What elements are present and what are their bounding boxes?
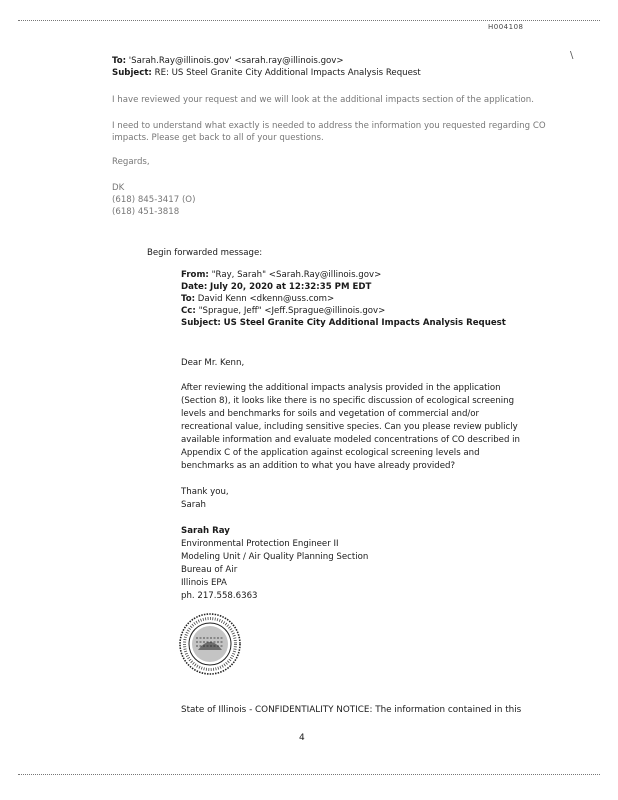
fwd-from-line <box>181 270 381 281</box>
letter-body-line: After reviewing the additional impacts analysis provided in the application <box>181 383 501 393</box>
fwd-subject-value: US Steel Granite City Additional Impacts Analysis Request <box>223 318 506 328</box>
page-number: 4 <box>299 733 305 743</box>
reply-body-line: I have reviewed your request and we will look at the additional impacts section of the application. <box>112 95 534 105</box>
fwd-cc-line <box>181 306 385 317</box>
reply-body-line: I need to understand what exactly is needed to address the information you requested regarding CO <box>112 121 546 131</box>
letter-body-line: levels and benchmarks for soils and vegetation of commercial and/or <box>181 409 480 419</box>
to-line <box>112 56 344 67</box>
fwd-subject-label: Subject: <box>181 318 221 328</box>
reply-body-line: impacts. Please get back to all of your questions. <box>112 133 324 143</box>
thanks: Thank you, <box>181 487 229 497</box>
salutation: Dear Mr. Kenn, <box>181 358 245 368</box>
top-dotted-rule <box>18 20 600 21</box>
fwd-from-value: "Ray, Sarah" <Sarah.Ray@illinois.gov> <box>211 270 382 280</box>
margin-mark: \ <box>570 50 574 61</box>
letter-body-line: recreational value, including sensitive species. Can you please review publicly <box>181 422 518 432</box>
signature-name: Sarah Ray <box>181 526 230 536</box>
illinois-epa-seal-logo <box>178 612 242 676</box>
letter-body-line: benchmarks as an addition to what you have already provided? <box>181 461 456 471</box>
bottom-dotted-rule <box>18 774 600 775</box>
subject-value: RE: US Steel Granite City Additional Impacts Analysis Request <box>154 68 421 78</box>
fwd-to-line <box>181 294 334 305</box>
subject-line <box>112 68 421 79</box>
reply-sig-line: DK <box>112 183 125 193</box>
signature-line: ph. 217.558.6363 <box>181 591 258 601</box>
fwd-cc-value: "Sprague, Jeff" <Jeff.Sprague@illinois.gov> <box>198 306 386 316</box>
fwd-subject-line <box>181 318 506 329</box>
reply-sig-line: (618) 451-3818 <box>112 207 180 217</box>
signoff-name: Sarah <box>181 500 206 510</box>
signature-line: Modeling Unit / Air Quality Planning Section <box>181 552 369 562</box>
fwd-date-label: Date: <box>181 282 208 292</box>
fwd-date-value: July 20, 2020 at 12:32:35 PM EDT <box>210 282 372 292</box>
subject-label: Subject: <box>112 68 152 78</box>
forwarded-intro: Begin forwarded message: <box>147 248 263 258</box>
fwd-from-label: From: <box>181 270 209 280</box>
fwd-to-value: David Kenn <dkenn@uss.com> <box>197 294 335 304</box>
fwd-to-label: To: <box>181 294 196 304</box>
fwd-date-line <box>181 282 371 293</box>
signature-line: Environmental Protection Engineer II <box>181 539 339 549</box>
letter-body-line: Appendix C of the application against ecological screening levels and <box>181 448 480 458</box>
signature-line: Bureau of Air <box>181 565 238 575</box>
to-label: To: <box>112 56 127 66</box>
signature-line: Illinois EPA <box>181 578 227 588</box>
letter-body-line: available information and evaluate modeled concentrations of CO described in <box>181 435 520 445</box>
bates-number: H004108 <box>488 23 524 31</box>
reply-sig-line: (618) 845-3417 (O) <box>112 195 196 205</box>
letter-body-line: (Section 8), it looks like there is no specific discussion of ecological screening <box>181 396 515 406</box>
confidentiality-notice: State of Illinois - CONFIDENTIALITY NOTICE: The information contained in this <box>181 705 522 715</box>
reply-closing: Regards, <box>112 157 150 167</box>
fwd-cc-label: Cc: <box>181 306 196 316</box>
to-value: 'Sarah.Ray@illinois.gov' <sarah.ray@illinois.gov> <box>128 56 344 66</box>
